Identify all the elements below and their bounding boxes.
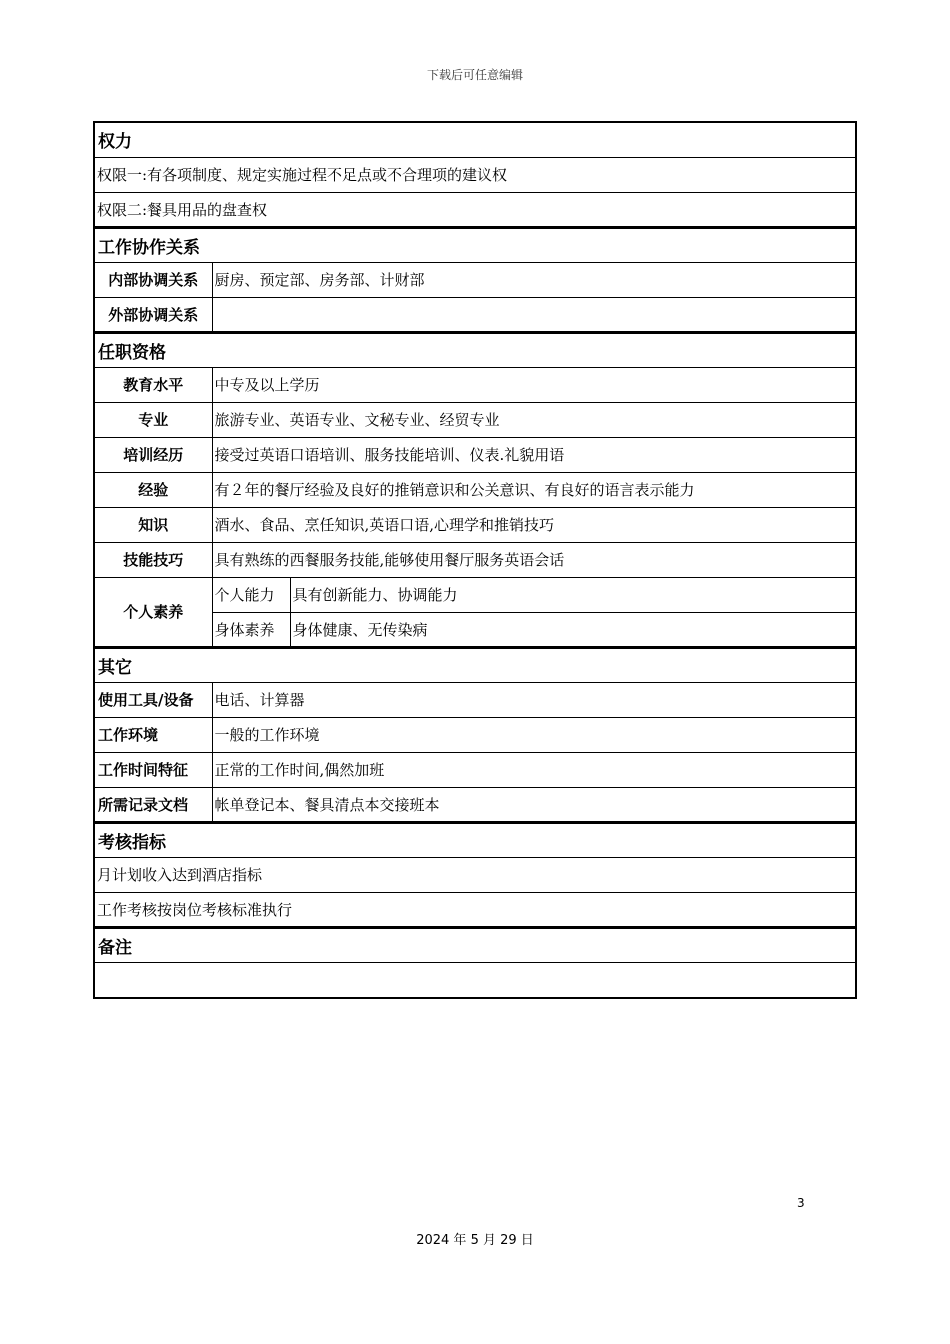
personal-sub-label-ability: 个人能力 bbox=[212, 577, 290, 612]
header-note: 下载后可任意编辑 bbox=[426, 68, 523, 82]
personal-sub-value-health: 身体健康、无传染病 bbox=[290, 612, 856, 647]
assessment-item: 月计划收入达到酒店指标 bbox=[94, 857, 856, 892]
footer-date: 2024 年 5 月 29 日 bbox=[416, 1233, 534, 1248]
personal-quality-label: 个人素养 bbox=[94, 577, 212, 647]
qualification-label-education: 教育水平 bbox=[94, 367, 212, 402]
section-title-qualifications: 任职资格 bbox=[94, 332, 856, 367]
qualification-value-knowledge: 酒水、食品、烹任知识,英语口语,心理学和推销技巧 bbox=[212, 507, 856, 542]
personal-sub-label-health: 身体素养 bbox=[212, 612, 290, 647]
other-value-documents: 帐单登记本、餐具清点本交接班本 bbox=[212, 787, 856, 822]
other-label-documents: 所需记录文档 bbox=[94, 787, 212, 822]
section-title-remarks: 备注 bbox=[94, 927, 856, 962]
qualification-value-major: 旅游专业、英语专业、文秘专业、经贸专业 bbox=[212, 402, 856, 437]
section-title-other: 其它 bbox=[94, 647, 856, 682]
qualification-label-training: 培训经历 bbox=[94, 437, 212, 472]
qualification-label-experience: 经验 bbox=[94, 472, 212, 507]
qualification-value-experience: 有２年的餐厅经验及良好的推销意识和公关意识、有良好的语言表示能力 bbox=[212, 472, 856, 507]
personal-sub-value-ability: 具有创新能力、协调能力 bbox=[290, 577, 856, 612]
external-coordination-label: 外部协调关系 bbox=[94, 297, 212, 332]
remarks-value bbox=[94, 962, 856, 998]
assessment-item: 工作考核按岗位考核标准执行 bbox=[94, 892, 856, 927]
internal-coordination-value: 厨房、预定部、房务部、计财部 bbox=[212, 262, 856, 297]
other-value-work-time: 正常的工作时间,偶然加班 bbox=[212, 752, 856, 787]
section-title-collaboration: 工作协作关系 bbox=[94, 227, 856, 262]
qualification-label-skills: 技能技巧 bbox=[94, 542, 212, 577]
internal-coordination-label: 内部协调关系 bbox=[94, 262, 212, 297]
other-value-environment: 一般的工作环境 bbox=[212, 717, 856, 752]
other-value-tools: 电话、计算器 bbox=[212, 682, 856, 717]
qualification-value-education: 中专及以上学历 bbox=[212, 367, 856, 402]
qualification-value-training: 接受过英语口语培训、服务技能培训、仪表.礼貌用语 bbox=[212, 437, 856, 472]
authority-item: 权限二:餐具用品的盘查权 bbox=[94, 192, 856, 227]
other-label-tools: 使用工具/设备 bbox=[94, 682, 212, 717]
qualification-value-skills: 具有熟练的西餐服务技能,能够使用餐厅服务英语会话 bbox=[212, 542, 856, 577]
section-title-assessment: 考核指标 bbox=[94, 822, 856, 857]
section-title-authority: 权力 bbox=[94, 122, 856, 157]
qualification-label-knowledge: 知识 bbox=[94, 507, 212, 542]
page-number: 3 bbox=[797, 1196, 805, 1210]
qualification-label-major: 专业 bbox=[94, 402, 212, 437]
authority-item: 权限一:有各项制度、规定实施过程不足点或不合理项的建议权 bbox=[94, 157, 856, 192]
job-description-table bbox=[93, 121, 857, 999]
other-label-work-time: 工作时间特征 bbox=[94, 752, 212, 787]
external-coordination-value bbox=[212, 297, 856, 332]
other-label-environment: 工作环境 bbox=[94, 717, 212, 752]
